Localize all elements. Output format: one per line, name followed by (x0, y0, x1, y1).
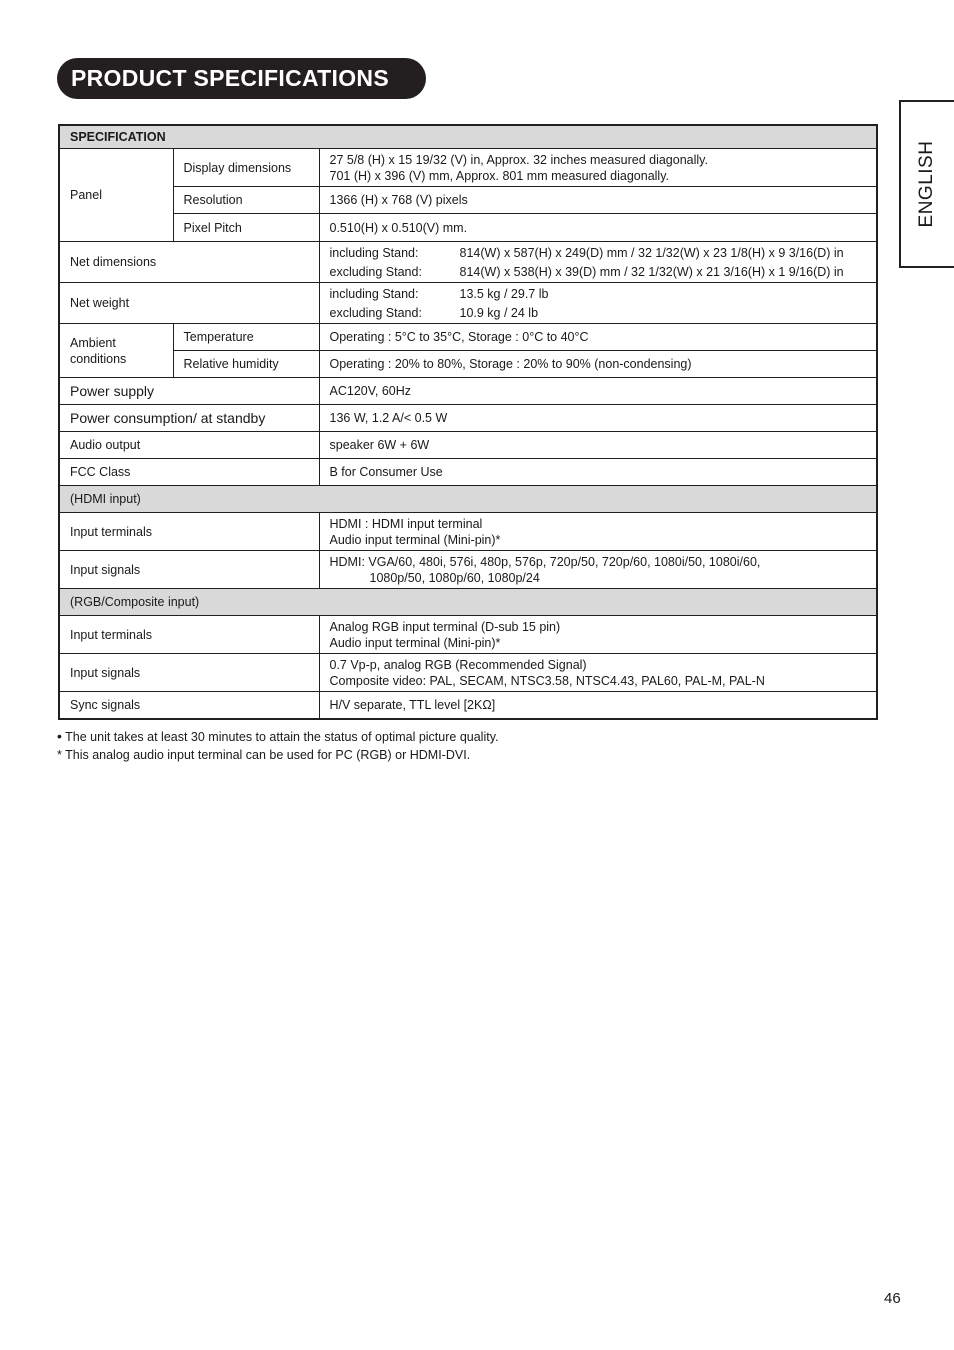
with-stand-label: including Stand: (329, 286, 419, 301)
humidity-label: Relative humidity (173, 351, 319, 378)
sync-signals-value: H/V separate, TTL level [2KΩ] (319, 692, 877, 719)
net-dimensions-value (319, 242, 877, 283)
net-weight-value (319, 283, 877, 324)
hdmi-section-row (59, 486, 877, 513)
table-row (59, 351, 877, 378)
rgb-section-label: (RGB/Composite input) (59, 589, 877, 616)
bullet-icon: • (57, 728, 62, 744)
without-stand-value: 814(W) x 538(H) x 39(D) mm / 32 1/32(W) x 21 3/16(H) x 1 9/16(D) in (459, 264, 844, 279)
without-stand-label: excluding Stand: (329, 264, 422, 279)
with-stand-label: including Stand: (329, 245, 419, 260)
footnotes (57, 727, 499, 764)
table-row (59, 432, 877, 459)
temperature-value: Operating : 5°C to 35°C, Storage : 0°C to 40°C (319, 324, 877, 351)
language-tab (899, 100, 954, 268)
table-row (59, 654, 877, 692)
rgb-input-terminals-label: Input terminals (59, 616, 319, 654)
sync-signals-label: Sync signals (59, 692, 319, 719)
pixel-pitch-label: Pixel Pitch (173, 214, 319, 242)
display-dimensions-value: 27 5/8 (H) x 15 19/32 (V) in, Approx. 32 inches measured diagonally. 701 (H) x 396 (V) mm, Approx. 801 mm measured diagonally. (319, 149, 877, 187)
asterisk-note: * This analog audio input terminal can be used for PC (RGB) or HDMI-DVI. (57, 748, 471, 762)
fcc-class-label: FCC Class (59, 459, 319, 486)
table-row (59, 692, 877, 719)
page-title: PRODUCT SPECIFICATIONS (57, 58, 426, 99)
table-header: SPECIFICATION (59, 125, 877, 149)
rgb-input-signals-label: Input signals (59, 654, 319, 692)
table-row (59, 242, 877, 283)
power-consumption-label: Power consumption/ at standby (59, 405, 319, 432)
table-row (59, 459, 877, 486)
hdmi-section-label: (HDMI input) (59, 486, 877, 513)
ambient-label: Ambient conditions (59, 324, 173, 378)
fcc-class-value: B for Consumer Use (319, 459, 877, 486)
rgb-section-row (59, 589, 877, 616)
without-stand-label: excluding Stand: (329, 305, 422, 320)
temperature-label: Temperature (173, 324, 319, 351)
panel-label: Panel (59, 149, 173, 242)
rgb-input-terminals-value: Analog RGB input terminal (D-sub 15 pin) Audio input terminal (Mini-pin)* (319, 616, 877, 654)
with-stand-value: 13.5 kg / 29.7 lb (459, 286, 549, 301)
table-row (59, 513, 877, 551)
bullet-note: • The unit takes at least 30 minutes to attain the status of optimal picture quality. (57, 728, 499, 744)
table-header-row (59, 125, 877, 149)
audio-output-value: speaker 6W + 6W (319, 432, 877, 459)
net-weight-label: Net weight (59, 283, 319, 324)
with-stand-value: 814(W) x 587(H) x 249(D) mm / 32 1/32(W) x 23 1/8(H) x 9 3/16(D) in (459, 245, 844, 260)
table-row (59, 405, 877, 432)
language-tab-label: ENGLISH (916, 140, 937, 228)
net-dimensions-label: Net dimensions (59, 242, 319, 283)
table-row (59, 214, 877, 242)
specification-table (58, 124, 878, 720)
without-stand-value: 10.9 kg / 24 lb (459, 305, 539, 320)
power-supply-value: AC120V, 60Hz (319, 378, 877, 405)
power-consumption-value: 136 W, 1.2 A/< 0.5 W (319, 405, 877, 432)
page-number: 46 (884, 1290, 901, 1307)
hdmi-input-signals-value: HDMI: VGA/60, 480i, 576i, 480p, 576p, 720p/50, 720p/60, 1080i/50, 1080i/60, 1080p/50, 1080p/60, 1080p/24 (319, 551, 877, 589)
resolution-label: Resolution (173, 187, 319, 214)
hdmi-input-terminals-label: Input terminals (59, 513, 319, 551)
table-row (59, 283, 877, 324)
audio-output-label: Audio output (59, 432, 319, 459)
power-supply-label: Power supply (59, 378, 319, 405)
table-row (59, 378, 877, 405)
rgb-input-signals-value: 0.7 Vp-p, analog RGB (Recommended Signal) Composite video: PAL, SECAM, NTSC3.58, NTSC4.43, PAL60, PAL-M, PAL-N (319, 654, 877, 692)
table-row (59, 324, 877, 351)
table-row (59, 616, 877, 654)
humidity-value: Operating : 20% to 80%, Storage : 20% to 90% (non-condensing) (319, 351, 877, 378)
display-dimensions-label: Display dimensions (173, 149, 319, 187)
hdmi-input-terminals-value: HDMI : HDMI input terminal Audio input terminal (Mini-pin)* (319, 513, 877, 551)
table-row (59, 551, 877, 589)
table-row (59, 149, 877, 187)
hdmi-input-signals-label: Input signals (59, 551, 319, 589)
resolution-value: 1366 (H) x 768 (V) pixels (319, 187, 877, 214)
table-row (59, 187, 877, 214)
pixel-pitch-value: 0.510(H) x 0.510(V) mm. (319, 214, 877, 242)
